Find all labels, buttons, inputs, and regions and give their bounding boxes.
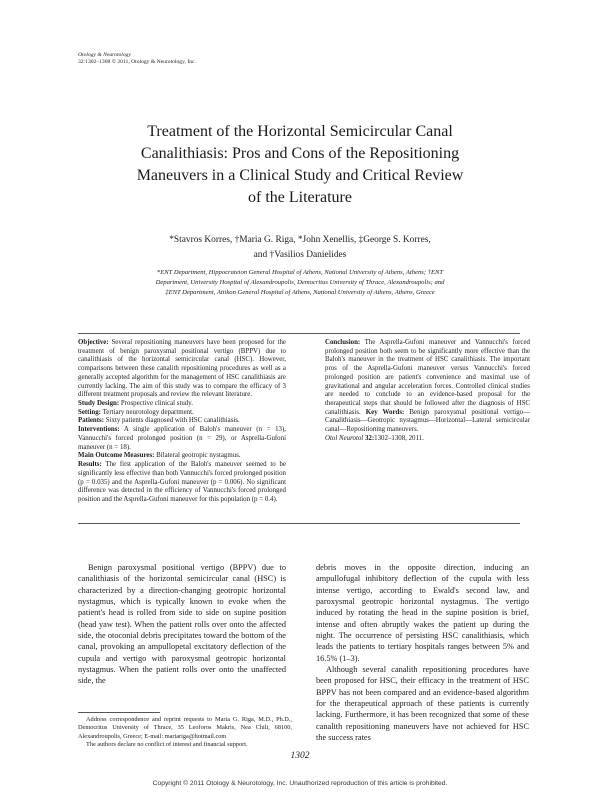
footnote-address: Address correspondence and reprint requests to Maria G. Riga, M.D., Ph.D., Democritus University of Thrace, 35 Leoforos Makris, Nea Chili, 68100, Alexandroupolis, Greece; E-mail: mariariga@hotmail.com bbox=[78, 716, 292, 740]
author-line: and †Vasilios Danielides bbox=[253, 250, 347, 260]
abstract-left-column bbox=[78, 339, 286, 505]
affiliation-line: *ENT Department, Hippocrateion General Hospital of Athens, National University of Athens, Athens; †ENT bbox=[156, 269, 444, 276]
abstract-right-column bbox=[325, 339, 530, 444]
article-title bbox=[90, 121, 510, 209]
affiliation-line: Department, University Hospital of Alexandroupolis, Democritus University of Thrace, Alexandroupolis; and bbox=[155, 279, 445, 286]
abstract-citation: Otol Neurotol 32:1302–1308, 2011. bbox=[325, 434, 424, 442]
abstract-top-rule bbox=[78, 333, 520, 334]
abstract-setting: Setting: Tertiary neurotology department. bbox=[78, 408, 194, 416]
affiliations bbox=[88, 268, 512, 298]
journal-header bbox=[78, 52, 196, 66]
author-list bbox=[90, 233, 510, 263]
journal-name: Otology & Neurotology bbox=[78, 52, 131, 58]
abstract-objective: Objective: Several repositioning maneuvers have been proposed for the treatment of benign paroxysmal positional vertigo (BPPV) due to canalithiasis of the horizontal semicircular canal (HSC). However, comparisons between these canalith repositioning procedures as well as a generally accepted algorithm for the management of HSC canalithiasis are currently lacking. The aim of this study was to compare the efficacy of 3 different treatment proposals and review the relevant literature. bbox=[78, 339, 286, 399]
title-line: Maneuvers in a Clinical Study and Critical Review bbox=[136, 167, 464, 184]
title-line: of the Literature bbox=[248, 189, 352, 206]
body-left-column bbox=[78, 562, 286, 687]
body-right-column bbox=[316, 562, 529, 744]
abstract-results: Results: The first application of the Baloh's maneuver seemed to be significantly less effective than both Vannucchi's forced prolonged position (p = 0.035) and the Asprella-Gufoni maneuver (p = 0.006). No significant difference was detected in the efficiency of Vannucchi's forced prolonged position and the Asprella-Gufoni maneuver for this population (p = 0.4). bbox=[78, 461, 286, 503]
body-paragraph: Although several canalith repositioning procedures have been proposed for HSC, their efficacy in the treatment of HSC BPPV has not been compared and an evidence-based algorithm for the therapeutical approach of these patients is currently lacking. Furthermore, it has been recognized that some of these canalith repositioning maneuvers have not achieved for HSC the success rates bbox=[316, 665, 529, 743]
journal-citation: 32:1302–1308 © 2011, Otology & Neurotology, Inc. bbox=[78, 59, 196, 66]
footnote-rule bbox=[78, 712, 160, 713]
affiliation-line: ‡ENT Department, Attikon General Hospital of Athens, National University of Athens, Athens, Greece bbox=[165, 289, 435, 296]
body-paragraph: debris moves in the opposite direction, inducing an ampullofugal inhibitory deflection of the cupula with less intense vertigo, according to Ewald's second law, and paroxysmal geotropic horizontal nystagmus. The vertigo induced by rotating the head in the supine position is brief, intense and often abruptly wakes the patient up during the night. The occurrence of persisting HSC canalithiasis, which leads the patients to tertiary hospitals ranges between 5% and 16.5% (1–3). bbox=[316, 563, 529, 663]
copyright-notice: Copyright © 2011 Otology & Neurotology, Inc. Unauthorized reproduction of this article is prohibited. bbox=[152, 780, 448, 787]
abstract-outcome: Main Outcome Measures: Bilateral geotropic nystagmus. bbox=[78, 452, 241, 460]
abstract-design: Study Design: Prospective clinical study. bbox=[78, 400, 193, 408]
abstract-interventions: Interventions: A single application of Baloh's maneuver (n = 13), Vannucchi's forced prolonged position (n = 29), or Asprella-Gufoni maneuver (n = 18). bbox=[78, 426, 286, 451]
body-paragraph: Benign paroxysmal positional vertigo (BPPV) due to canalithiasis of the horizontal semicircular canal (HSC) is characterized by a direction-changing geotropic horizontal nystagmus, which is typically known to evoke when the patient's head is rolled from side to side on supine position (head yaw test). When the patient rolls over onto the affected side, the otoconial debris precipitates toward the bottom of the canal, provoking an ampullopetal excitatory deflection of the cupula and vertigo with paroxysmal geotropic horizontal nystagmus. When the patient rolls over onto the unaffected side, the bbox=[78, 563, 286, 686]
abstract-conclusion: Conclusion: The Asprella-Gufoni maneuver and Vannucchi's forced prolonged position both seem to be significantly more effective than the Baloh's maneuver in the treatment of HSC canalithiasis. The important pros of the Asprella-Gufoni maneuver versus Vannucchi's forced prolonged position are patient's convenience and maximal use of gravitational and angular acceleration forces. Controlled clinical studies are needed to conclude to an evidence-based proposal for the therapeutical steps that should be followed after the diagnosis of HSC canalithiasis. Key Words: Benign paroxysmal positional vertigo—Canalithiasis—Geotropic nystagmus—Horizontal—Lateral semicircular canal—Repositioning maneuvers. bbox=[325, 339, 530, 434]
title-line: Treatment of the Horizontal Semicircular Canal bbox=[147, 123, 453, 140]
author-line: *Stavros Korres, †Maria G. Riga, *John Xenellis, ‡George S. Korres, bbox=[169, 235, 431, 245]
footnote-conflict: The authors declare no conflict of interest and financial support. bbox=[86, 740, 248, 748]
abstract-bottom-rule bbox=[78, 523, 520, 524]
title-line: Canalithiasis: Pros and Cons of the Repositioning bbox=[140, 145, 460, 162]
abstract-patients: Patients: Sixty patients diagnosed with HSC canalithiasis. bbox=[78, 417, 240, 425]
footnotes bbox=[78, 716, 292, 749]
page-number: 1302 bbox=[290, 751, 310, 761]
